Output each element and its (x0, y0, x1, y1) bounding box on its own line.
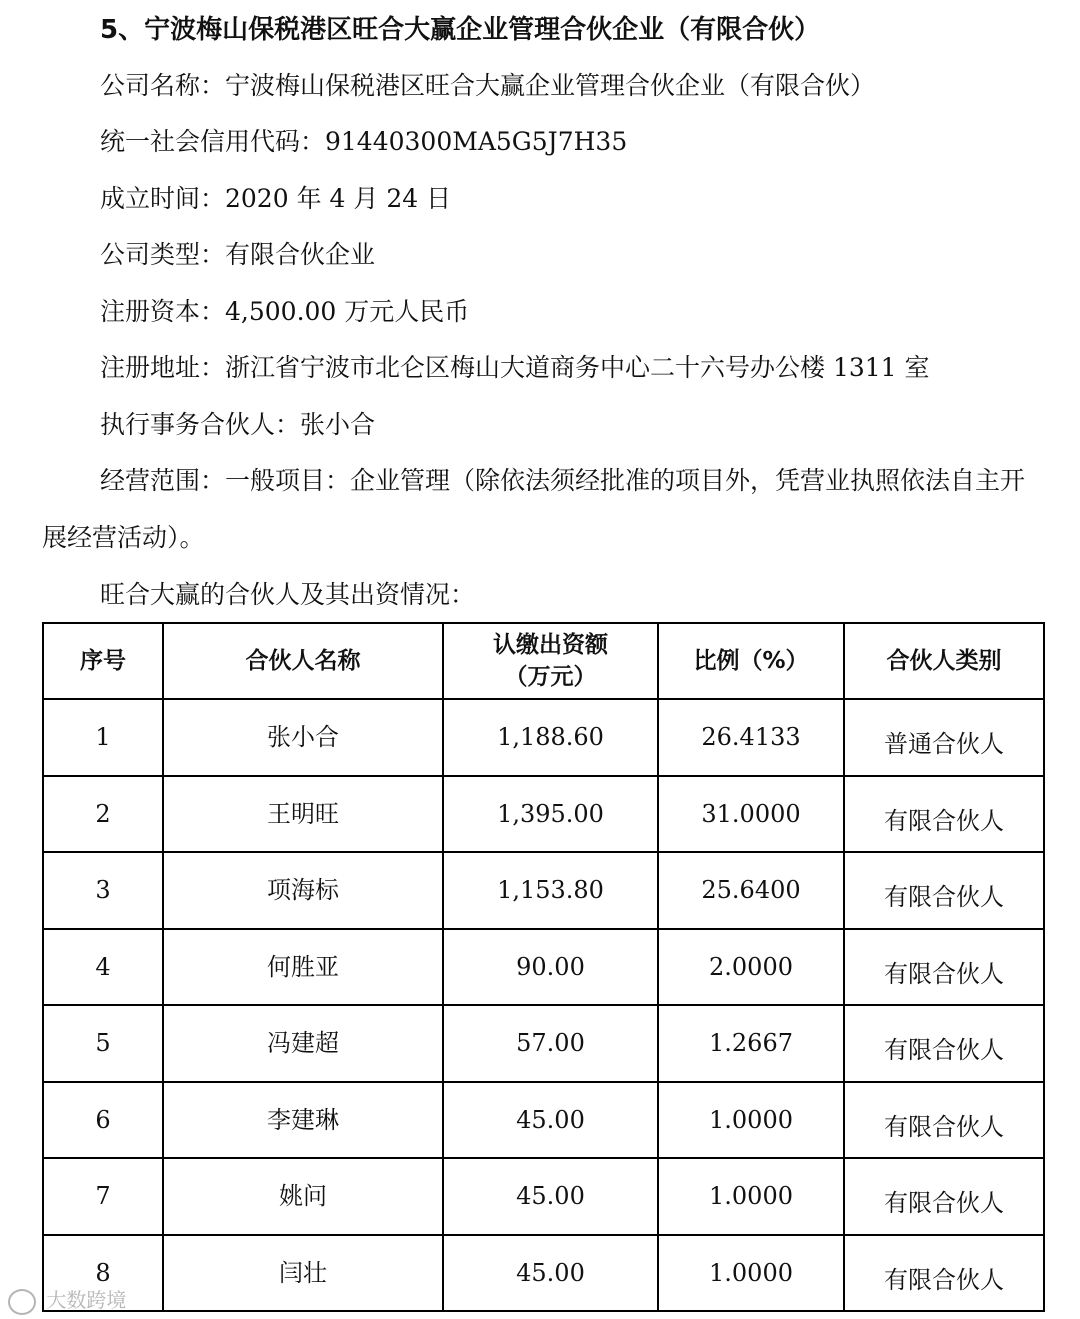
cell-name: 何胜亚 (163, 929, 443, 1006)
cell-no: 2 (43, 776, 163, 853)
table-intro: 旺合大赢的合伙人及其出资情况： (100, 580, 476, 609)
cell-type: 有限合伙人 (844, 1082, 1044, 1159)
watermark-text: 大数跨境 (46, 1288, 127, 1312)
cell-ratio: 31.0000 (658, 776, 844, 853)
cell-amount: 1,188.60 (443, 699, 658, 776)
cell-type: 普通合伙人 (844, 699, 1044, 776)
cell-type: 有限合伙人 (844, 929, 1044, 1006)
cell-no: 3 (43, 852, 163, 929)
table-row (43, 929, 1044, 1006)
cell-name: 王明旺 (163, 776, 443, 853)
header-amount (443, 623, 658, 699)
cell-no: 5 (43, 1005, 163, 1082)
cell-no: 4 (43, 929, 163, 1006)
cell-ratio: 1.0000 (658, 1235, 844, 1312)
cell-ratio: 2.0000 (658, 929, 844, 1006)
cell-name: 张小合 (163, 699, 443, 776)
cell-ratio: 26.4133 (658, 699, 844, 776)
watermark (8, 1284, 126, 1315)
cell-amount: 90.00 (443, 929, 658, 1006)
cell-no: 6 (43, 1082, 163, 1159)
cell-name: 姚问 (163, 1158, 443, 1235)
cell-name: 冯建超 (163, 1005, 443, 1082)
cell-type: 有限合伙人 (844, 1158, 1044, 1235)
cell-ratio: 1.2667 (658, 1005, 844, 1082)
credit-code: 统一社会信用代码：91440300MA5G5J7H35 (100, 127, 628, 156)
cell-amount: 1,395.00 (443, 776, 658, 853)
table-row (43, 1082, 1044, 1159)
table-row (43, 699, 1044, 776)
cell-ratio: 1.0000 (658, 1158, 844, 1235)
cell-type: 有限合伙人 (844, 776, 1044, 853)
table-row (43, 1005, 1044, 1082)
company-name: 公司名称：宁波梅山保税港区旺合大赢企业管理合伙企业（有限合伙） (100, 71, 876, 100)
table-row (43, 776, 1044, 853)
cell-no: 7 (43, 1158, 163, 1235)
cell-no: 8 (43, 1235, 163, 1312)
cell-type: 有限合伙人 (844, 1235, 1044, 1312)
cell-no: 1 (43, 699, 163, 776)
cell-type: 有限合伙人 (844, 1005, 1044, 1082)
cell-name: 闫壮 (163, 1235, 443, 1312)
cell-amount: 45.00 (443, 1235, 658, 1312)
founded-date: 成立时间：2020 年 4 月 24 日 (100, 184, 452, 213)
table-row (43, 1158, 1044, 1235)
header-amount-line2: （万元） (504, 664, 597, 690)
header-amount-line1: 认缴出资额 (493, 632, 608, 658)
cell-ratio: 1.0000 (658, 1082, 844, 1159)
company-type: 公司类型：有限合伙企业 (100, 240, 376, 269)
managing-partner: 执行事务合伙人：张小合 (100, 410, 376, 439)
table-row (43, 1235, 1044, 1312)
section-heading: 5、宁波梅山保税港区旺合大赢企业管理合伙企业（有限合伙） (100, 15, 821, 45)
cell-name: 李建琳 (163, 1082, 443, 1159)
registered-capital: 注册资本：4,500.00 万元人民币 (100, 297, 470, 326)
table-header-row (43, 623, 1044, 699)
header-no: 序号 (43, 623, 163, 699)
table-row (43, 852, 1044, 929)
partners-table (42, 622, 1045, 1312)
cell-amount: 45.00 (443, 1082, 658, 1159)
cell-amount: 45.00 (443, 1158, 658, 1235)
cell-name: 项海标 (163, 852, 443, 929)
business-scope: 经营范围：一般项目：企业管理（除依法须经批准的项目外，凭营业执照依法自主开展经营活动）。 (42, 466, 1026, 552)
header-type: 合伙人类别 (844, 623, 1044, 699)
cell-type: 有限合伙人 (844, 852, 1044, 929)
header-ratio: 比例（%） (658, 623, 844, 699)
cell-amount: 1,153.80 (443, 852, 658, 929)
cell-ratio: 25.6400 (658, 852, 844, 929)
header-name: 合伙人名称 (163, 623, 443, 699)
registered-address: 注册地址：浙江省宁波市北仑区梅山大道商务中心二十六号办公楼 1311 室 (100, 353, 930, 382)
cell-amount: 57.00 (443, 1005, 658, 1082)
watermark-logo-icon (8, 1289, 36, 1315)
